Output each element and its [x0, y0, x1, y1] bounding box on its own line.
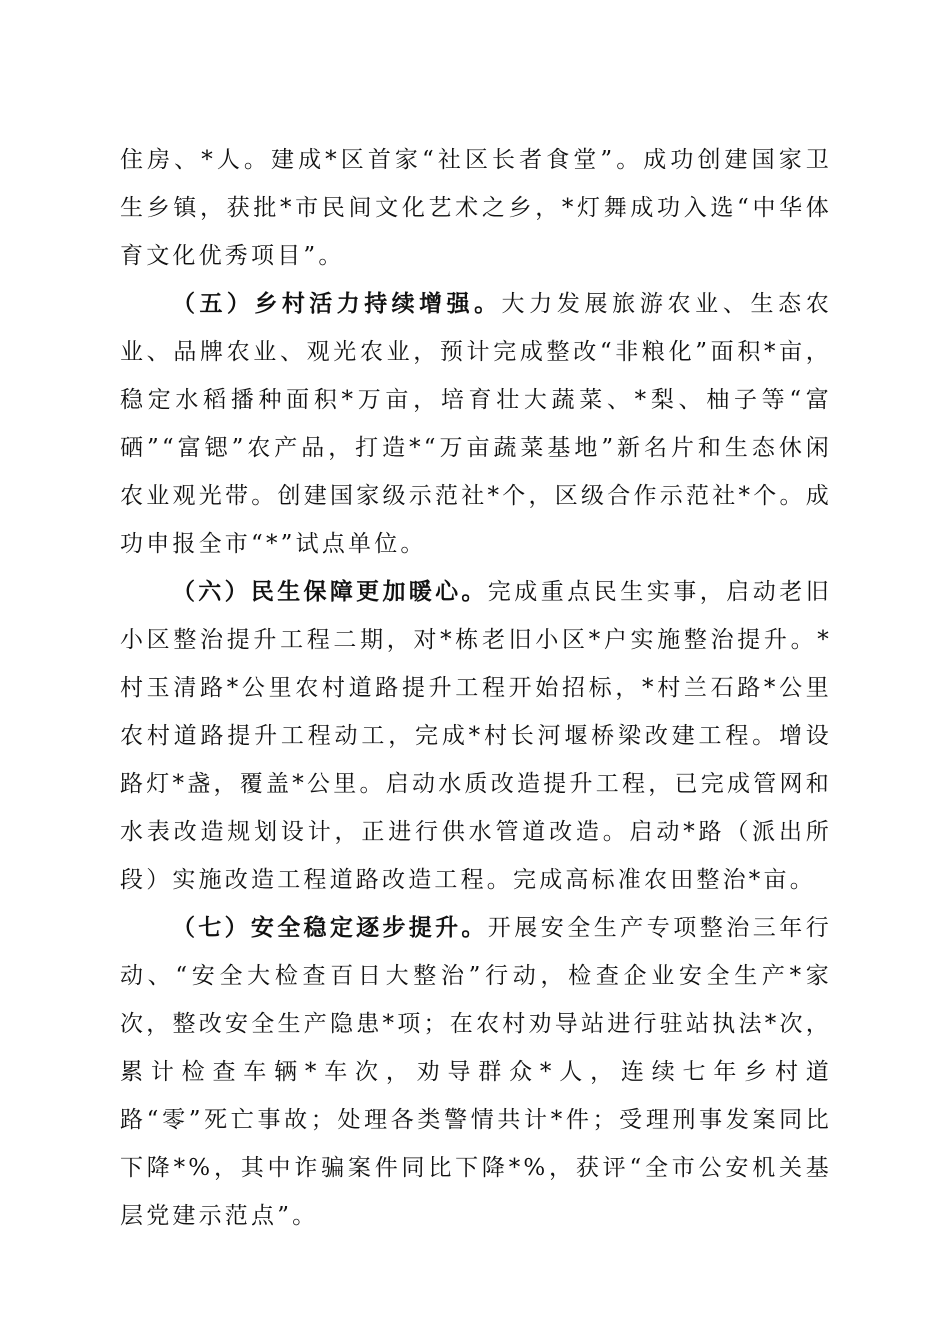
paragraph-rural-vitality: [120, 280, 832, 568]
paragraph-lead: （五）乡村活力持续增强。: [172, 291, 502, 317]
paragraph-lead: （六）民生保障更加暖心。: [172, 579, 488, 605]
paragraph-text: 完成重点民生实事，启动老旧小区整治提升工程二期，对*栋老旧小区*户实施整治提升。*村玉清路*公里农村道路提升工程开始招标，*村兰石路*公里农村道路提升工程动工，完成*村长河堰桥梁改建工程。增设路灯*盏，覆盖*公里。启动水质改造提升工程，已完成管网和水表改造规划设计，正进行供水管道改造。启动*路（派出所段）实施改造工程道路改造工程。完成高标准农田整治*亩。: [120, 579, 832, 893]
document-body: [120, 136, 832, 1240]
paragraph-livelihood: [120, 568, 832, 904]
paragraph-text: 住房、*人。建成*区首家“社区长者食堂”。成功创建国家卫生乡镇，获批*市民间文化艺术之乡，*灯舞成功入选“中华体育文化优秀项目”。: [120, 147, 832, 269]
paragraph-text: 大力发展旅游农业、生态农业、品牌农业、观光农业，预计完成整改“非粮化”面积*亩，稳定水稻播种面积*万亩，培育壮大蔬菜、*梨、柚子等“富硒”“富锶”农产品，打造*“万亩蔬菜基地”新名片和生态休闲农业观光带。创建国家级示范社*个，区级合作示范社*个。成功申报全市“*”试点单位。: [120, 291, 832, 557]
paragraph-safety: [120, 904, 832, 1240]
paragraph-housing-continuation: [120, 136, 832, 280]
paragraph-text: 开展安全生产专项整治三年行动、“安全大检查百日大整治”行动，检查企业安全生产*家次，整改安全生产隐患*项；在农村劝导站进行驻站执法*次，累计检查车辆*车次，劝导群众*人，连续七年乡村道路“零”死亡事故；处理各类警情共计*件；受理刑事发案同比下降*%，其中诈骗案件同比下降*%，获评“全市公安机关基层党建示范点”。: [120, 915, 832, 1229]
paragraph-lead: （七）安全稳定逐步提升。: [172, 915, 488, 941]
